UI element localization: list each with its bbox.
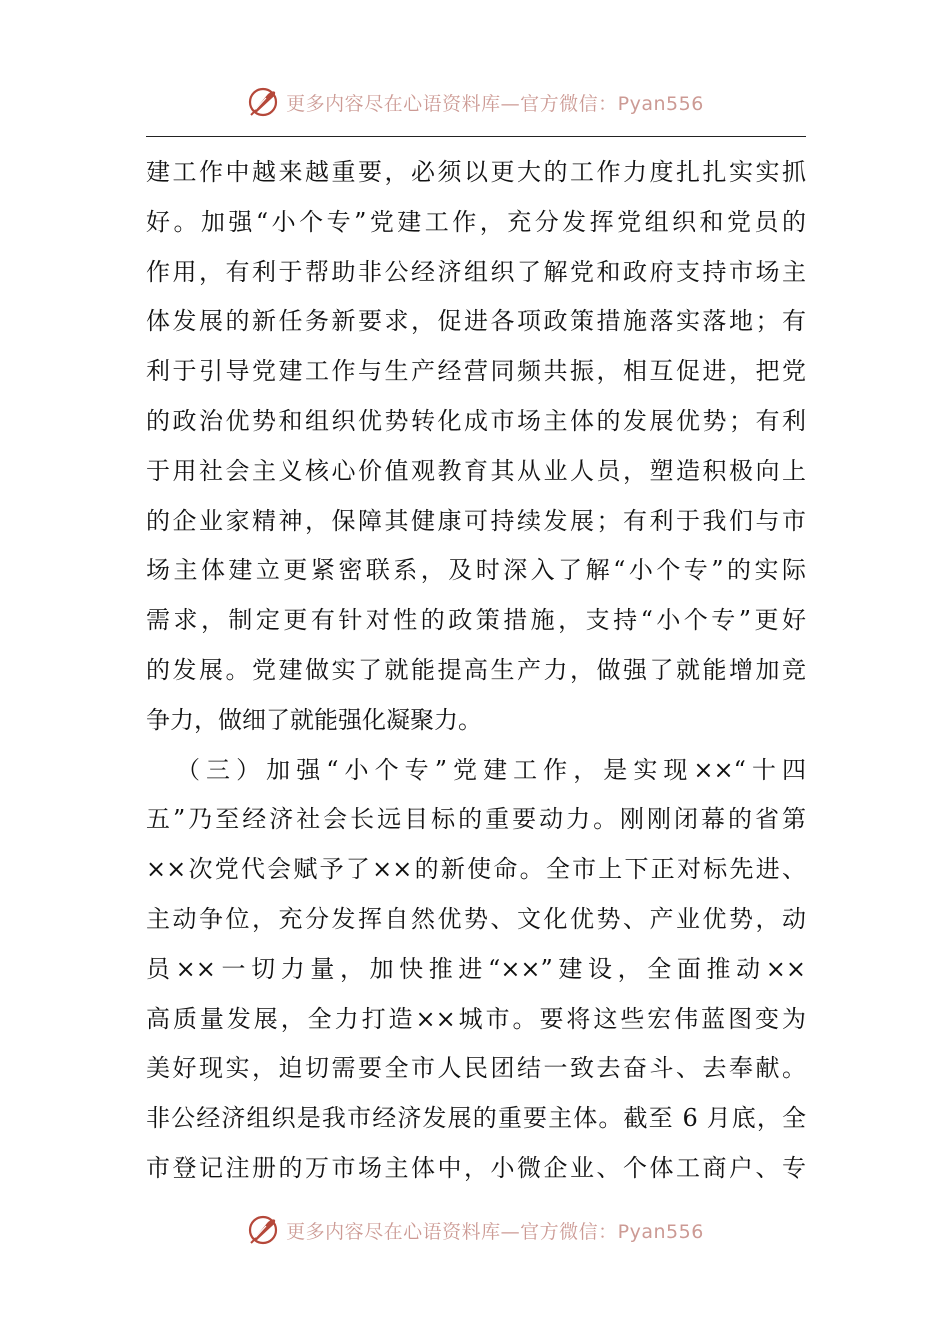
text-line: 主动争位，充分发挥自然优势、文化优势、产业优势，动 [146, 904, 806, 933]
text-line: 争力，做细了就能强化凝聚力。 [146, 705, 482, 734]
text-line: 员××一切力量，加快推进“××”建设，全面推动×× [146, 954, 806, 983]
pen-feather-logo-icon [246, 85, 280, 119]
text-line: 利于引导党建工作与生产经营同频共振，相互促进，把党 [146, 357, 806, 386]
text-line: 需求，制定更有针对性的政策措施，支持“小个专”更好 [146, 606, 806, 635]
text-line: 高质量发展，全力打造××城市。要将这些宏伟蓝图变为 [146, 1004, 806, 1033]
header-divider [146, 136, 806, 137]
watermark-text: 更多内容尽在心语资料库—官方微信： [286, 92, 618, 115]
text-line: 体发展的新任务新要求，促进各项政策措施落实落地；有 [146, 307, 806, 336]
pen-feather-logo-icon [246, 1213, 280, 1247]
text-line: ××次党代会赋予了××的新使命。全市上下正对标先进、 [146, 855, 806, 884]
text-line: 的政治优势和组织优势转化成市场主体的发展优势；有利 [146, 406, 806, 435]
text-line: 建工作中越来越重要，必须以更大的工作力度扎扎实实抓 [146, 158, 806, 186]
text-line: 的发展。党建做实了就能提高生产力，做强了就能增加竞 [146, 655, 806, 684]
watermark-account: Pyan556 [617, 92, 704, 115]
header-watermark [0, 80, 950, 124]
footer-watermark [0, 1208, 950, 1252]
document-body [146, 148, 806, 1194]
watermark-account: Pyan556 [617, 1220, 704, 1243]
text-line: 于用社会主义核心价值观教育其从业人员，塑造积极向上 [146, 456, 806, 485]
watermark-text: 更多内容尽在心语资料库—官方微信： [286, 1220, 618, 1243]
text-line: 非公经济组织是我市经济发展的重要主体。截至 6 月底，全 [146, 1104, 806, 1133]
section-heading-line: （三）加强“小个专”党建工作，是实现××“十四 [176, 755, 806, 784]
text-line: 的企业家精神，保障其健康可持续发展；有利于我们与市 [146, 506, 806, 535]
text-line: 场主体建立更紧密联系，及时深入了解“小个专”的实际 [146, 556, 806, 585]
text-line: 市登记注册的万市场主体中，小微企业、个体工商户、专 [146, 1153, 806, 1182]
text-line: 好。加强“小个专”党建工作，充分发挥党组织和党员的 [146, 207, 806, 236]
text-line: 五”乃至经济社会长远目标的重要动力。刚刚闭幕的省第 [146, 805, 806, 834]
text-line: 美好现实，迫切需要全市人民团结一致去奋斗、去奉献。 [146, 1054, 806, 1083]
text-line: 作用，有利于帮助非公经济组织了解党和政府支持市场主 [146, 257, 806, 286]
